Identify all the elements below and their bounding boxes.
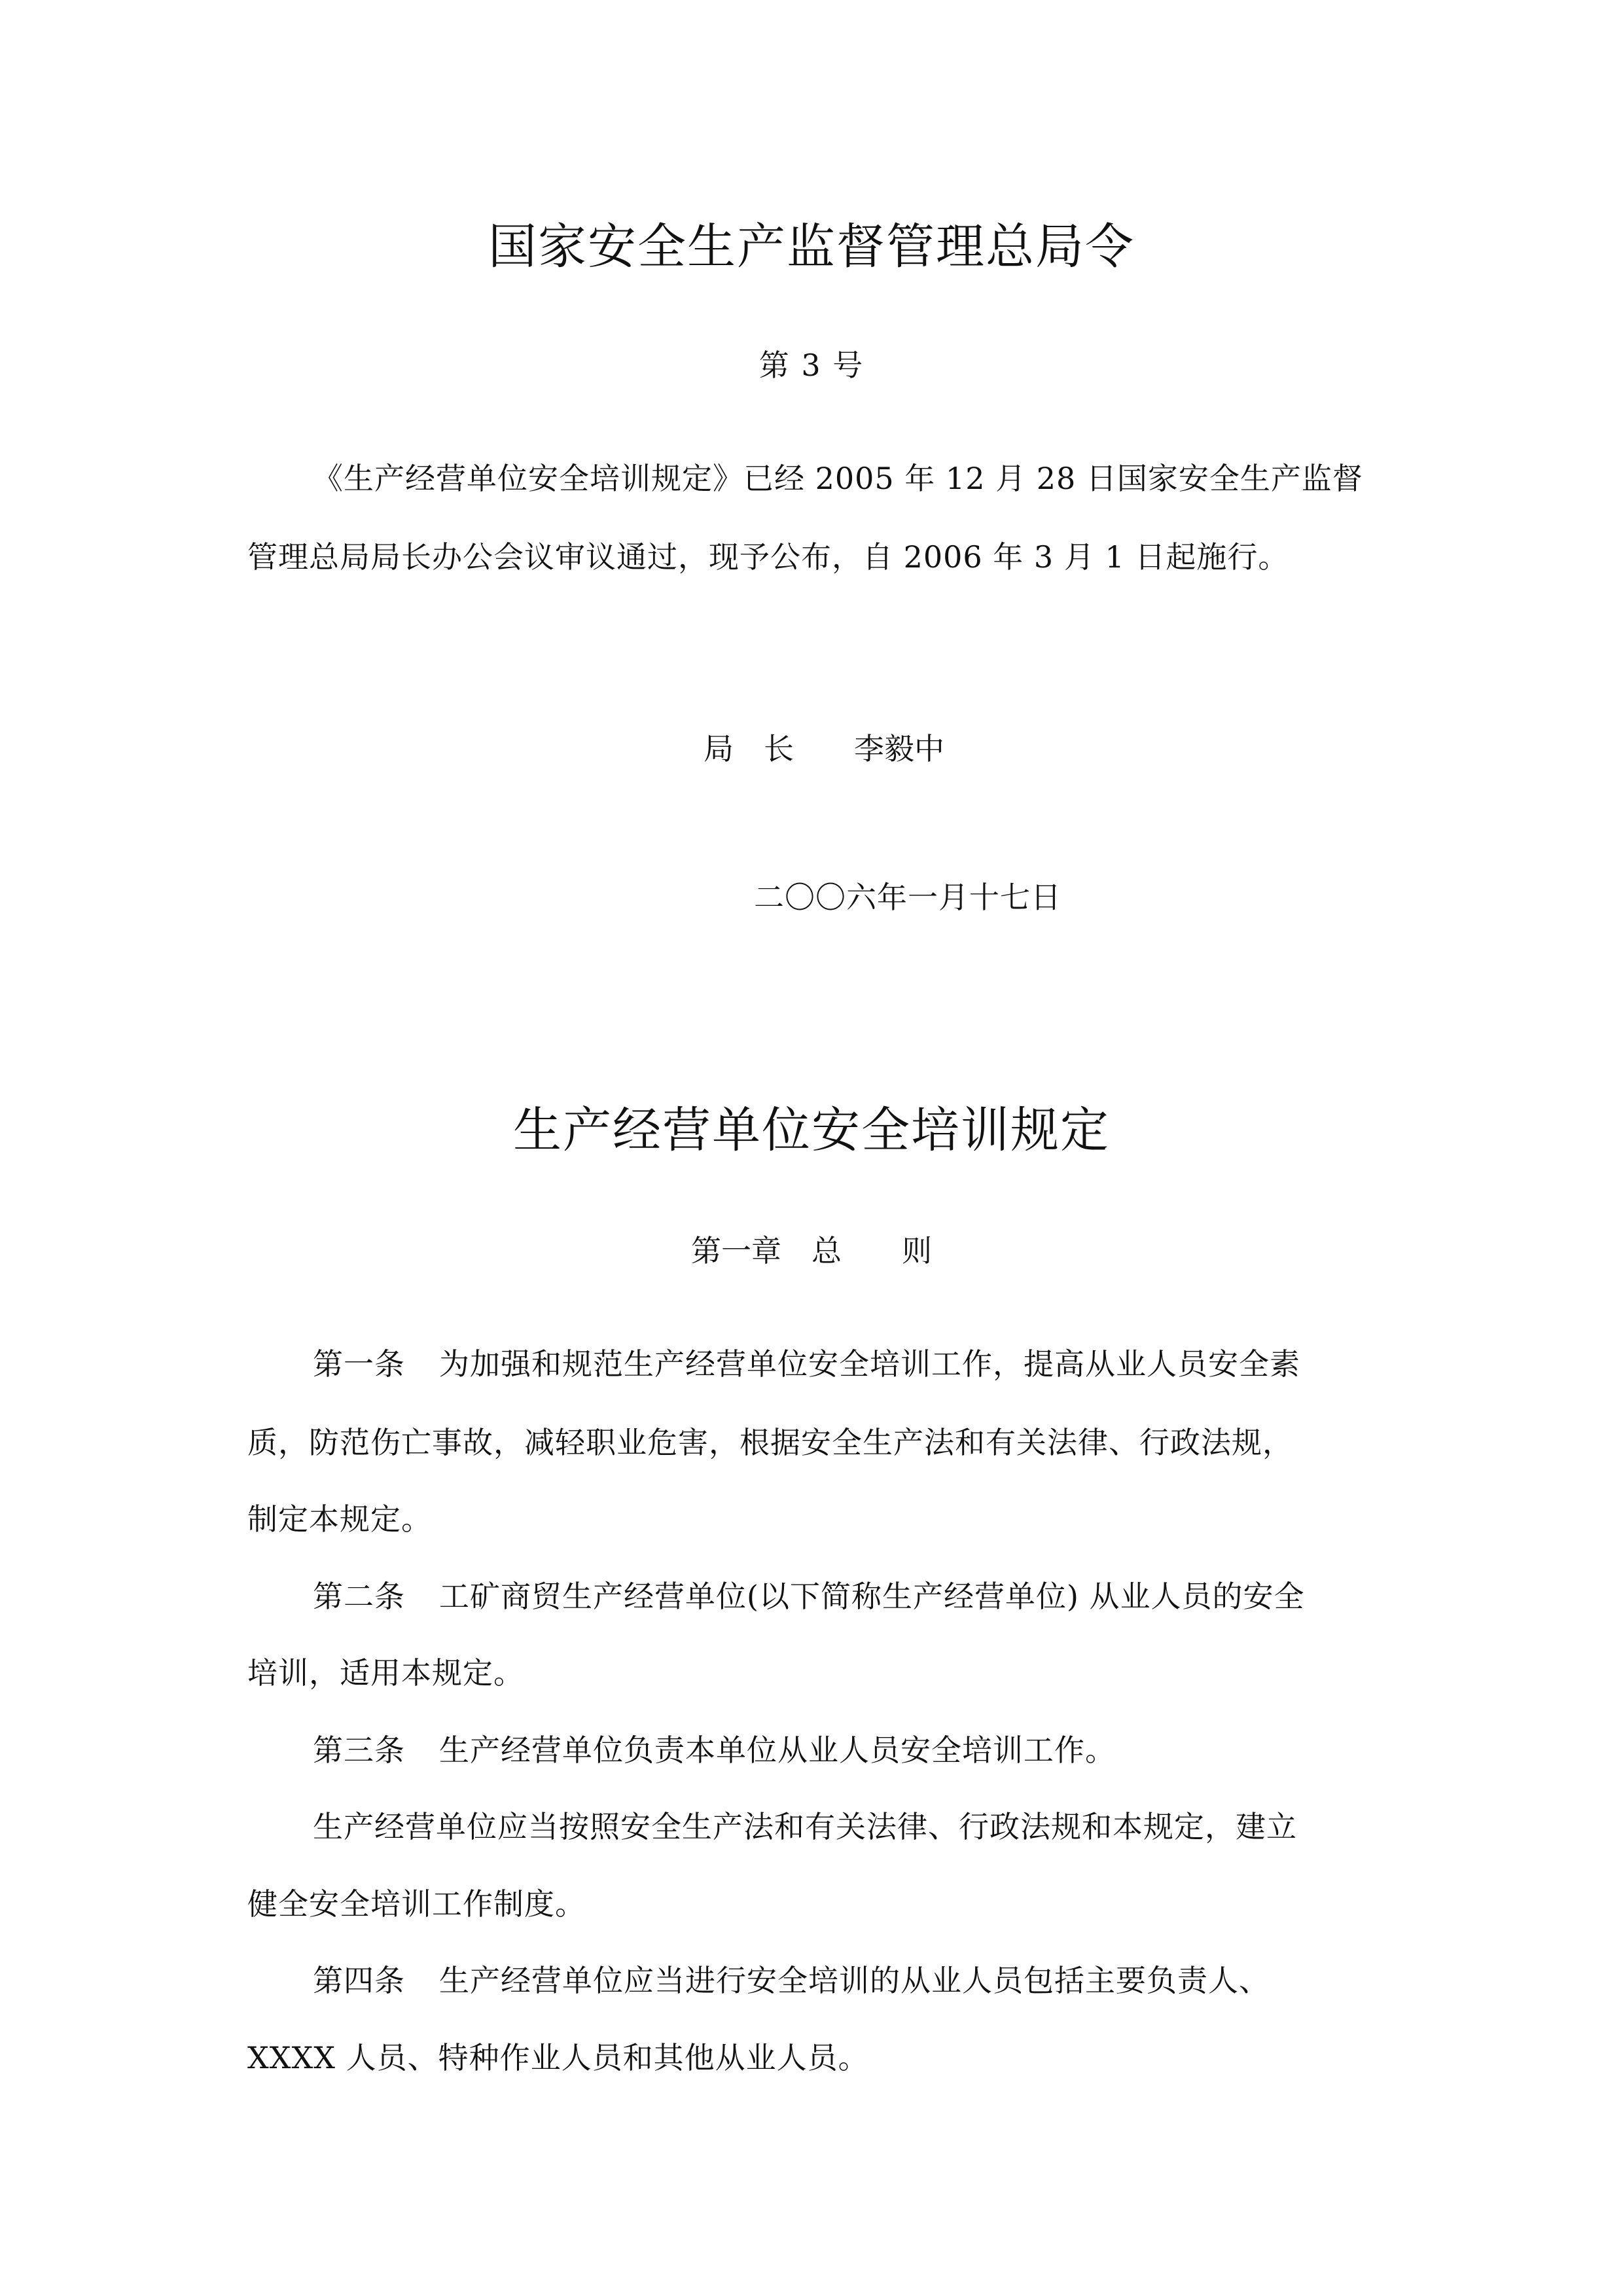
order-body-line-2: 管理总局局长办公会议审议通过，现予公布，自 2006 年 3 月 1 日起施行。 bbox=[247, 539, 1289, 575]
article-1-line-2: 质，防范伤亡事故，减轻职业危害，根据安全生产法和有关法律、行政法规， bbox=[247, 1425, 1293, 1460]
article-number: 第一条 bbox=[313, 1346, 405, 1382]
article-2-line-1 bbox=[313, 1573, 1305, 1616]
article-text: 工矿商贸生产经营单位(以下简称生产经营单位) 从业人员的安全 bbox=[439, 1579, 1305, 1614]
signatory-name: 李毅中 bbox=[854, 731, 944, 766]
order-number: 第 3 号 bbox=[758, 348, 865, 383]
article-number: 第三条 bbox=[313, 1732, 405, 1768]
article-3-para-2-line-1: 生产经营单位应当按照安全生产法和有关法律、行政法规和本规定，建立 bbox=[313, 1809, 1297, 1844]
article-1-line-3: 制定本规定。 bbox=[247, 1501, 432, 1537]
order-title: 国家安全生产监督管理总局令 bbox=[488, 219, 1135, 275]
article-4-line-2: XXXX 人员、特种作业人员和其他从业人员。 bbox=[247, 2040, 869, 2075]
article-1-line-1 bbox=[313, 1340, 1300, 1384]
article-text: 生产经营单位负责本单位从业人员安全培训工作。 bbox=[439, 1732, 1116, 1768]
article-text: 生产经营单位应当进行安全培训的从业人员包括主要负责人、 bbox=[439, 1963, 1270, 1998]
regulation-title: 生产经营单位安全培训规定 bbox=[513, 1102, 1110, 1158]
article-3-para-2-line-2: 健全安全培训工作制度。 bbox=[247, 1886, 586, 1922]
order-date: 二〇〇六年一月十七日 bbox=[754, 880, 1061, 915]
article-number: 第四条 bbox=[313, 1963, 405, 1998]
chapter-heading: 第一章 总 则 bbox=[691, 1233, 932, 1268]
article-3-line-1 bbox=[313, 1727, 1116, 1770]
signatory-title: 局 长 bbox=[704, 731, 794, 766]
article-text: 为加强和规范生产经营单位安全培训工作，提高从业人员安全素 bbox=[439, 1346, 1300, 1382]
article-2-line-2: 培训，适用本规定。 bbox=[247, 1655, 524, 1691]
article-number: 第二条 bbox=[313, 1579, 405, 1614]
order-body-line-1: 《生产经营单位安全培训规定》已经 2005 年 12 月 28 日国家安全生产监督 bbox=[313, 461, 1363, 496]
article-4-line-1 bbox=[313, 1957, 1270, 2000]
